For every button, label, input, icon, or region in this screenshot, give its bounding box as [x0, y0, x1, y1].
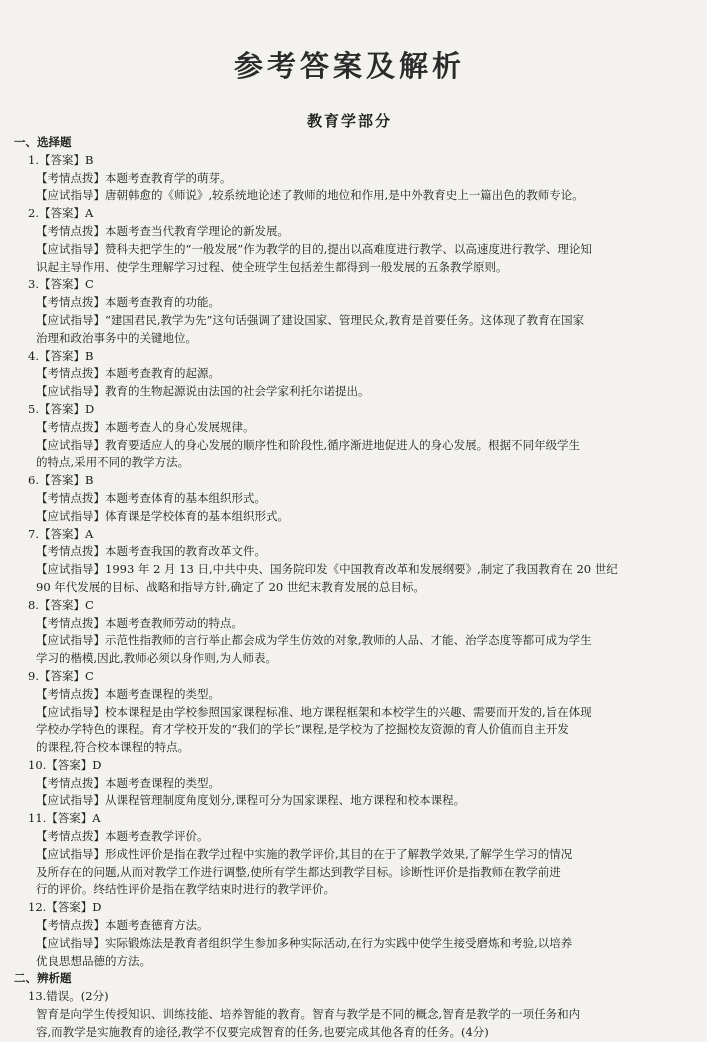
- guide-continuation: 学习的楷模,因此,教师必须以身作则,为人师表。: [36, 651, 277, 666]
- section-heading-analysis: 二、辨析题: [14, 971, 72, 986]
- analysis-text-line: 容,而教学是实施教育的途径,教学不仅要完成智育的任务,也要完成其他各育的任务。(4分): [36, 1024, 489, 1039]
- question-block: [14, 152, 685, 205]
- guide-continuation: 学校办学特色的课程。育才学校开发的“我们的学长”课程,是学校为了挖掘校友资源的育人价值而自主开发: [36, 722, 569, 737]
- guide-line: 【应试指导】形成性评价是指在教学过程中实施的教学评价,其目的在于了解教学效果,了解学生学习的情况: [36, 846, 573, 861]
- page-title: 参考答案及解析: [233, 49, 465, 83]
- answer-line: 5.【答案】D: [28, 401, 95, 416]
- answer-line: 2.【答案】A: [28, 206, 94, 221]
- exam-point-line: 【考情点拨】本题考查当代教育学理论的新发展。: [36, 223, 289, 238]
- answer-line: 3.【答案】C: [28, 277, 94, 292]
- question-block: [14, 810, 685, 899]
- guide-continuation: 90 年代发展的目标、战略和指导方针,确定了 20 世纪末教育发展的总目标。: [36, 579, 425, 594]
- exam-point-line: 【考情点拨】本题考查体育的基本组织形式。: [36, 490, 266, 505]
- guide-line: 【应试指导】示范性指教师的言行举止都会成为学生仿效的对象,教师的人品、才能、治学态度等都可成为学生: [36, 633, 592, 648]
- answer-line: 13.错误。(2分): [28, 989, 109, 1004]
- answer-line: 1.【答案】B: [28, 152, 94, 167]
- exam-point-line: 【考情点拨】本题考查教育的起源。: [36, 366, 220, 381]
- guide-line: 【应试指导】从课程管理制度角度划分,课程可分为国家课程、地方课程和校本课程。: [36, 793, 466, 808]
- guide-line: 【应试指导】实际锻炼法是教育者组织学生参加多种实际活动,在行为实践中使学生接受磨炼和考验,以培养: [36, 935, 573, 950]
- analysis-text-line: 智育是向学生传授知识、训练技能、培养智能的教育。智育与教学是不同的概念,智育是教学的一项任务和内: [36, 1007, 581, 1022]
- guide-continuation: 的课程,符合校本课程的特点。: [36, 740, 190, 755]
- question-block: [14, 988, 685, 1041]
- guide-line: 【应试指导】赞科夫把学生的“一般发展”作为教学的目的,提出以高难度进行教学、以高速度进行教学、理论知: [36, 241, 592, 256]
- guide-line: 【应试指导】“建国君民,教学为先”这句话强调了建设国家、管理民众,教育是首要任务。这体现了教育在国家: [36, 312, 585, 327]
- answer-line: 12.【答案】D: [28, 900, 102, 915]
- question-block: [14, 401, 685, 472]
- question-block: [14, 668, 685, 757]
- question-block: [14, 597, 685, 668]
- section-subtitle: 教育学部分: [306, 112, 392, 130]
- guide-line: 【应试指导】1993 年 2 月 13 日,中共中央、国务院印发《中国教育改革和发展纲要》,制定了我国教育在 20 世纪: [36, 562, 618, 577]
- exam-point-line: 【考情点拨】本题考查教学评价。: [36, 829, 209, 844]
- question-block: [14, 526, 685, 597]
- answer-line: 8.【答案】C: [28, 597, 94, 612]
- question-block: [14, 899, 685, 970]
- question-block: [14, 472, 685, 525]
- exam-point-line: 【考情点拨】本题考查人的身心发展规律。: [36, 419, 255, 434]
- answer-content: [14, 134, 685, 1042]
- question-block: [14, 757, 685, 810]
- guide-line: 【应试指导】校本课程是由学校参照国家课程标准、地方课程框架和本校学生的兴趣、需要而开发的,旨在体现: [36, 704, 592, 719]
- exam-point-line: 【考情点拨】本题考查教师劳动的特点。: [36, 615, 243, 630]
- exam-point-line: 【考情点拨】本题考查课程的类型。: [36, 686, 220, 701]
- exam-point-line: 【考情点拨】本题考查我国的教育改革文件。: [36, 544, 266, 559]
- question-block: [14, 348, 685, 401]
- guide-line: 【应试指导】体育课是学校体育的基本组织形式。: [36, 508, 289, 523]
- guide-line: 【应试指导】教育要适应人的身心发展的顺序性和阶段性,循序渐进地促进人的身心发展。根据不同年级学生: [36, 437, 581, 452]
- question-block: [14, 205, 685, 276]
- guide-continuation: 识起主导作用、使学生理解学习过程、使全班学生包括差生都得到一般发展的五条教学原则。: [36, 259, 508, 274]
- guide-continuation: 的特点,采用不同的教学方法。: [36, 455, 190, 470]
- guide-continuation: 行的评价。终结性评价是指在教学结束时进行的教学评价。: [36, 882, 335, 897]
- guide-continuation: 治理和政治事务中的关键地位。: [36, 330, 197, 345]
- answer-line: 10.【答案】D: [28, 757, 102, 772]
- exam-point-line: 【考情点拨】本题考查课程的类型。: [36, 775, 220, 790]
- question-block: [14, 276, 685, 347]
- answer-line: 11.【答案】A: [28, 811, 101, 826]
- exam-point-line: 【考情点拨】本题考查教育的功能。: [36, 295, 220, 310]
- answer-line: 7.【答案】A: [28, 526, 94, 541]
- guide-line: 【应试指导】教育的生物起源说由法国的社会学家利托尔诺提出。: [36, 384, 370, 399]
- answer-line: 6.【答案】B: [28, 473, 94, 488]
- guide-continuation: 优良思想品德的方法。: [36, 953, 151, 968]
- section-heading-choice: 一、选择题: [14, 135, 72, 149]
- answer-line: 4.【答案】B: [28, 348, 94, 363]
- exam-point-line: 【考情点拨】本题考查教育学的萌芽。: [36, 170, 232, 185]
- guide-continuation: 及所存在的问题,从而对教学工作进行调整,使所有学生都达到教学目标。诊断性评价是指教师在教学前进: [36, 864, 561, 879]
- guide-line: 【应试指导】唐朝韩愈的《师说》,较系统地论述了教师的地位和作用,是中外教育史上一篇出色的教师专论。: [36, 188, 584, 203]
- exam-point-line: 【考情点拨】本题考查德育方法。: [36, 918, 209, 933]
- answer-line: 9.【答案】C: [28, 668, 94, 683]
